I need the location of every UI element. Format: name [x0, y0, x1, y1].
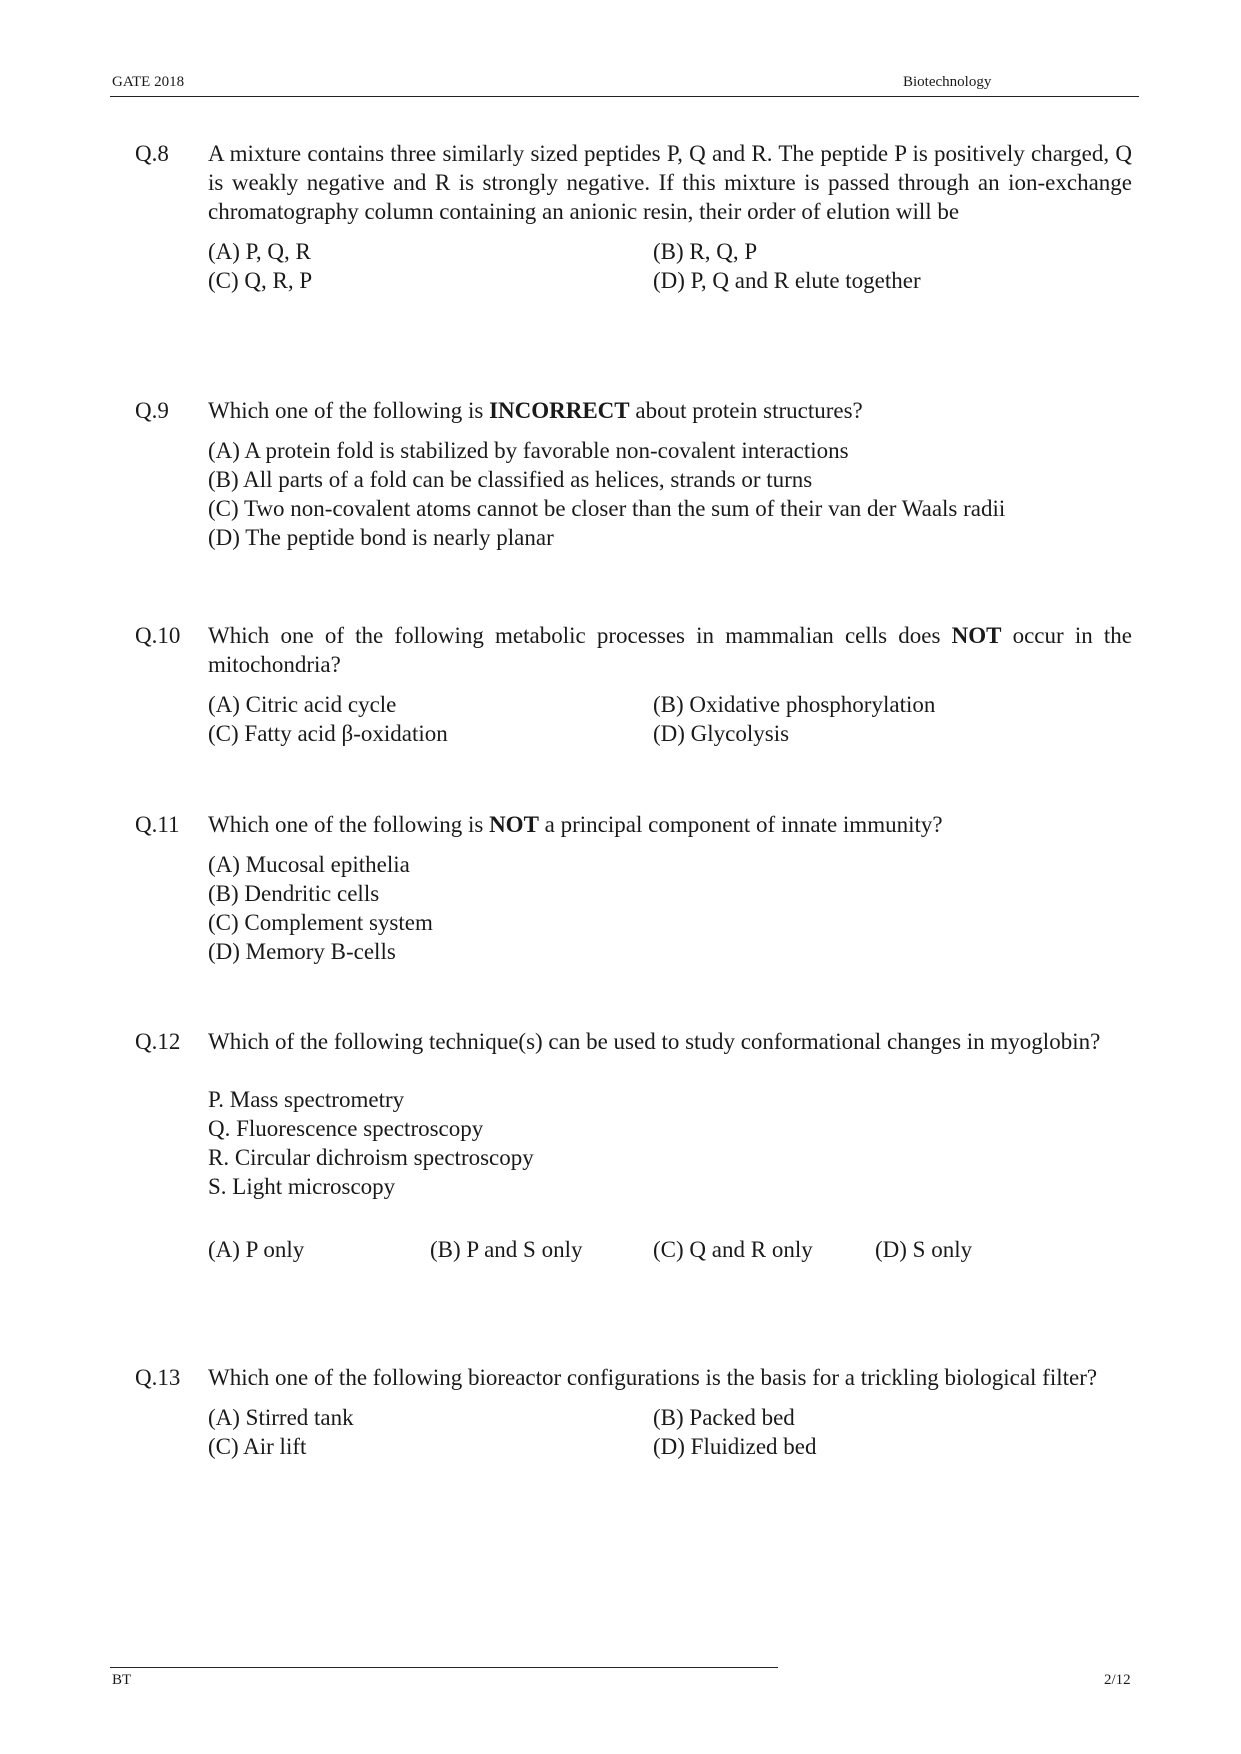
- stem-text: Which one of the following is: [208, 398, 490, 423]
- option-c: (C) Air lift: [208, 1434, 307, 1459]
- stem-text: Which one of the following metabolic processes in mammalian cells does: [208, 623, 952, 648]
- option-c: (C) Two non-covalent atoms cannot be closer than the sum of their van der Waals radii: [208, 496, 1006, 521]
- option-d: (D) Fluidized bed: [653, 1434, 817, 1459]
- question-11: [135, 810, 1132, 966]
- paper-code: BT: [112, 1672, 132, 1688]
- footer-divider: [110, 1667, 778, 1668]
- option-d: (D) Memory B-cells: [208, 939, 396, 964]
- options-list: [208, 436, 1132, 552]
- question-number: Q.8: [135, 141, 169, 166]
- option-b: (B) All parts of a fold can be classified as helices, strands or turns: [208, 467, 813, 492]
- question-stem: [208, 621, 1132, 679]
- stem-text: Which one of the following is: [208, 812, 490, 837]
- question-number: Q.10: [135, 623, 181, 648]
- option-d: (D) The peptide bond is nearly planar: [208, 525, 554, 550]
- option-c: (C) Complement system: [208, 910, 433, 935]
- question-stem: Which one of the following bioreactor configurations is the basis for a trickling biological filter?: [208, 1365, 1098, 1390]
- stem-emphasis: INCORRECT: [489, 398, 630, 423]
- statement-r: R. Circular dichroism spectroscopy: [208, 1145, 534, 1170]
- options-grid: [208, 237, 1132, 295]
- question-number: Q.11: [135, 812, 180, 837]
- page-number: 2/12: [1104, 1672, 1131, 1688]
- option-c: (C) Q, R, P: [208, 268, 313, 293]
- question-stem: A mixture contains three similarly sized peptides P, Q and R. The peptide P is positively charged, Q is weakly negative and R is strongly negative. If this mixture is passed through an ion-exchange chromatography column containing an anionic resin, their order of elution will be: [208, 141, 1132, 224]
- option-d: (D) S only: [875, 1237, 973, 1262]
- question-number: Q.12: [135, 1029, 181, 1054]
- option-a: (A) P, Q, R: [208, 239, 311, 264]
- option-b: (B) P and S only: [430, 1237, 583, 1262]
- stem-text: occur in the mitochondria?: [208, 623, 1132, 677]
- statement-s: S. Light microscopy: [208, 1174, 396, 1199]
- option-a: (A) Stirred tank: [208, 1405, 354, 1430]
- option-b: (B) R, Q, P: [653, 239, 758, 264]
- header-divider: [110, 96, 1139, 97]
- subject-title: Biotechnology: [903, 74, 992, 90]
- option-a: (A) Citric acid cycle: [208, 692, 397, 717]
- question-stem: [208, 810, 1132, 839]
- exam-title: GATE 2018: [112, 74, 185, 90]
- option-b: (B) Packed bed: [653, 1405, 795, 1430]
- option-b: (B) Dendritic cells: [208, 881, 380, 906]
- options-grid: [208, 1403, 1132, 1461]
- option-d: (D) P, Q and R elute together: [653, 268, 921, 293]
- options-row: [208, 1235, 1132, 1264]
- option-a: (A) P only: [208, 1237, 305, 1262]
- statement-p: P. Mass spectrometry: [208, 1087, 405, 1112]
- stem-emphasis: NOT: [489, 812, 539, 837]
- question-stem: Which of the following technique(s) can be used to study conformational changes in myoglobin?: [208, 1029, 1101, 1054]
- statements-list: [208, 1085, 1132, 1201]
- option-c: (C) Fatty acid β-oxidation: [208, 721, 448, 746]
- options-list: [208, 850, 1132, 966]
- question-13: [135, 1363, 1132, 1461]
- question-8: [135, 139, 1132, 295]
- option-c: (C) Q and R only: [653, 1237, 813, 1262]
- question-10: [135, 621, 1132, 748]
- question-stem: [208, 396, 1132, 425]
- option-a: (A) Mucosal epithelia: [208, 852, 410, 877]
- question-number: Q.9: [135, 398, 169, 423]
- option-b: (B) Oxidative phosphorylation: [653, 692, 936, 717]
- option-d: (D) Glycolysis: [653, 721, 790, 746]
- options-grid: [208, 690, 1132, 748]
- stem-text: about protein structures?: [629, 398, 863, 423]
- statement-q: Q. Fluorescence spectroscopy: [208, 1116, 484, 1141]
- question-9: [135, 396, 1132, 552]
- option-a: (A) A protein fold is stabilized by favorable non-covalent interactions: [208, 438, 849, 463]
- question-12: [135, 1027, 1132, 1264]
- stem-text: a principal component of innate immunity?: [538, 812, 943, 837]
- stem-emphasis: NOT: [951, 623, 1002, 648]
- question-number: Q.13: [135, 1365, 181, 1390]
